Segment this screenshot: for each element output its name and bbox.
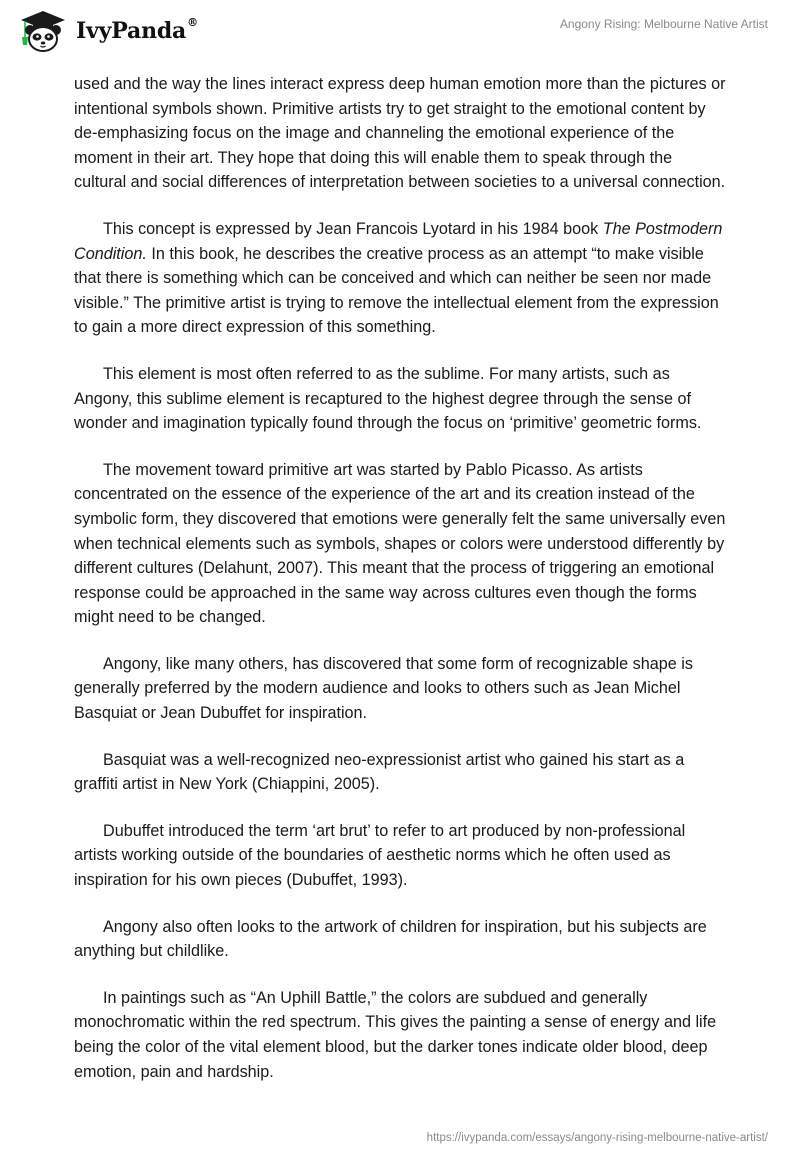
document-title: Angony Rising: Melbourne Native Artist bbox=[559, 17, 768, 31]
paragraph: In paintings such as “An Uphill Battle,” the colors are subdued and generally monochromatic within the red spectrum. This gives the painting a sense of energy and life being the color of the vital element blood, but the darker tones indicate older blood, deep emotion, pain and hardship. bbox=[74, 988, 717, 1081]
book-title: The Postmodern Condition. bbox=[74, 219, 723, 263]
paragraph: The movement toward primitive art was started by Pablo Picasso. As artists concentrated on the essence of the experience of the art and its creation instead of the symbolic form, they discovered that emotions were generally felt the same universally even when technical elements such as symbols, shapes or colors were understood differently by different cultures (Delahunt, 2007). This meant that the process of triggering an emotional response could be approached in the same way across cultures even though the forms might need to be changed. bbox=[74, 460, 726, 627]
essay-body bbox=[74, 72, 726, 1106]
panda-graduate-icon bbox=[16, 8, 70, 54]
paragraph: Angony also often looks to the artwork of children for inspiration, but his subjects are anything but childlike. bbox=[74, 917, 707, 961]
paragraph: This element is most often referred to as the sublime. For many artists, such as Angony, this sublime element is recaptured to the highest degree through the sense of wonder and imagination typically found through the focus on ‘primitive’ geometric forms. bbox=[74, 364, 702, 433]
brand-name: IvyPanda® bbox=[76, 16, 198, 44]
source-url-link[interactable]: https://ivypanda.com/essays/angony-rising-melbourne-native-artist/ bbox=[426, 1132, 768, 1144]
ivypanda-logo[interactable] bbox=[16, 8, 198, 54]
paragraph: used and the way the lines interact express deep human emotion more than the pictures or intentional symbols shown. Primitive artists try to get straight to the emotional content by de-emphasizing focus on the image and channeling the emotional experience of the moment in their art. They hope that doing this will enable them to speak through the cultural and social differences of interpretation between societies to a universal connection. bbox=[74, 75, 726, 192]
paragraph: Angony, like many others, has discovered that some form of recognizable shape is generally preferred by the modern audience and looks to others such as Jean Michel Basquiat or Jean Dubuffet for inspiration. bbox=[74, 654, 693, 723]
paragraph: Dubuffet introduced the term ‘art brut’ to refer to art produced by non-professional artists working outside of the boundaries of aesthetic norms which he often used as inspiration for his own pieces (Dubuffet, 1993). bbox=[74, 821, 686, 890]
paragraph: Basquiat was a well-recognized neo-expressionist artist who gained his start as a graffiti artist in New York (Chiappini, 2005). bbox=[74, 750, 685, 794]
page-header bbox=[0, 0, 800, 62]
paragraph: This concept is expressed by Jean Francois Lyotard in his 1984 book The Postmodern Condition. In this book, he describes the creative process as an attempt “to make visible that there is something which can be conceived and which can neither be seen nor made visible.” The primitive artist is trying to remove the intellectual element from the expression to gain a more direct expression of this something. bbox=[74, 219, 723, 337]
